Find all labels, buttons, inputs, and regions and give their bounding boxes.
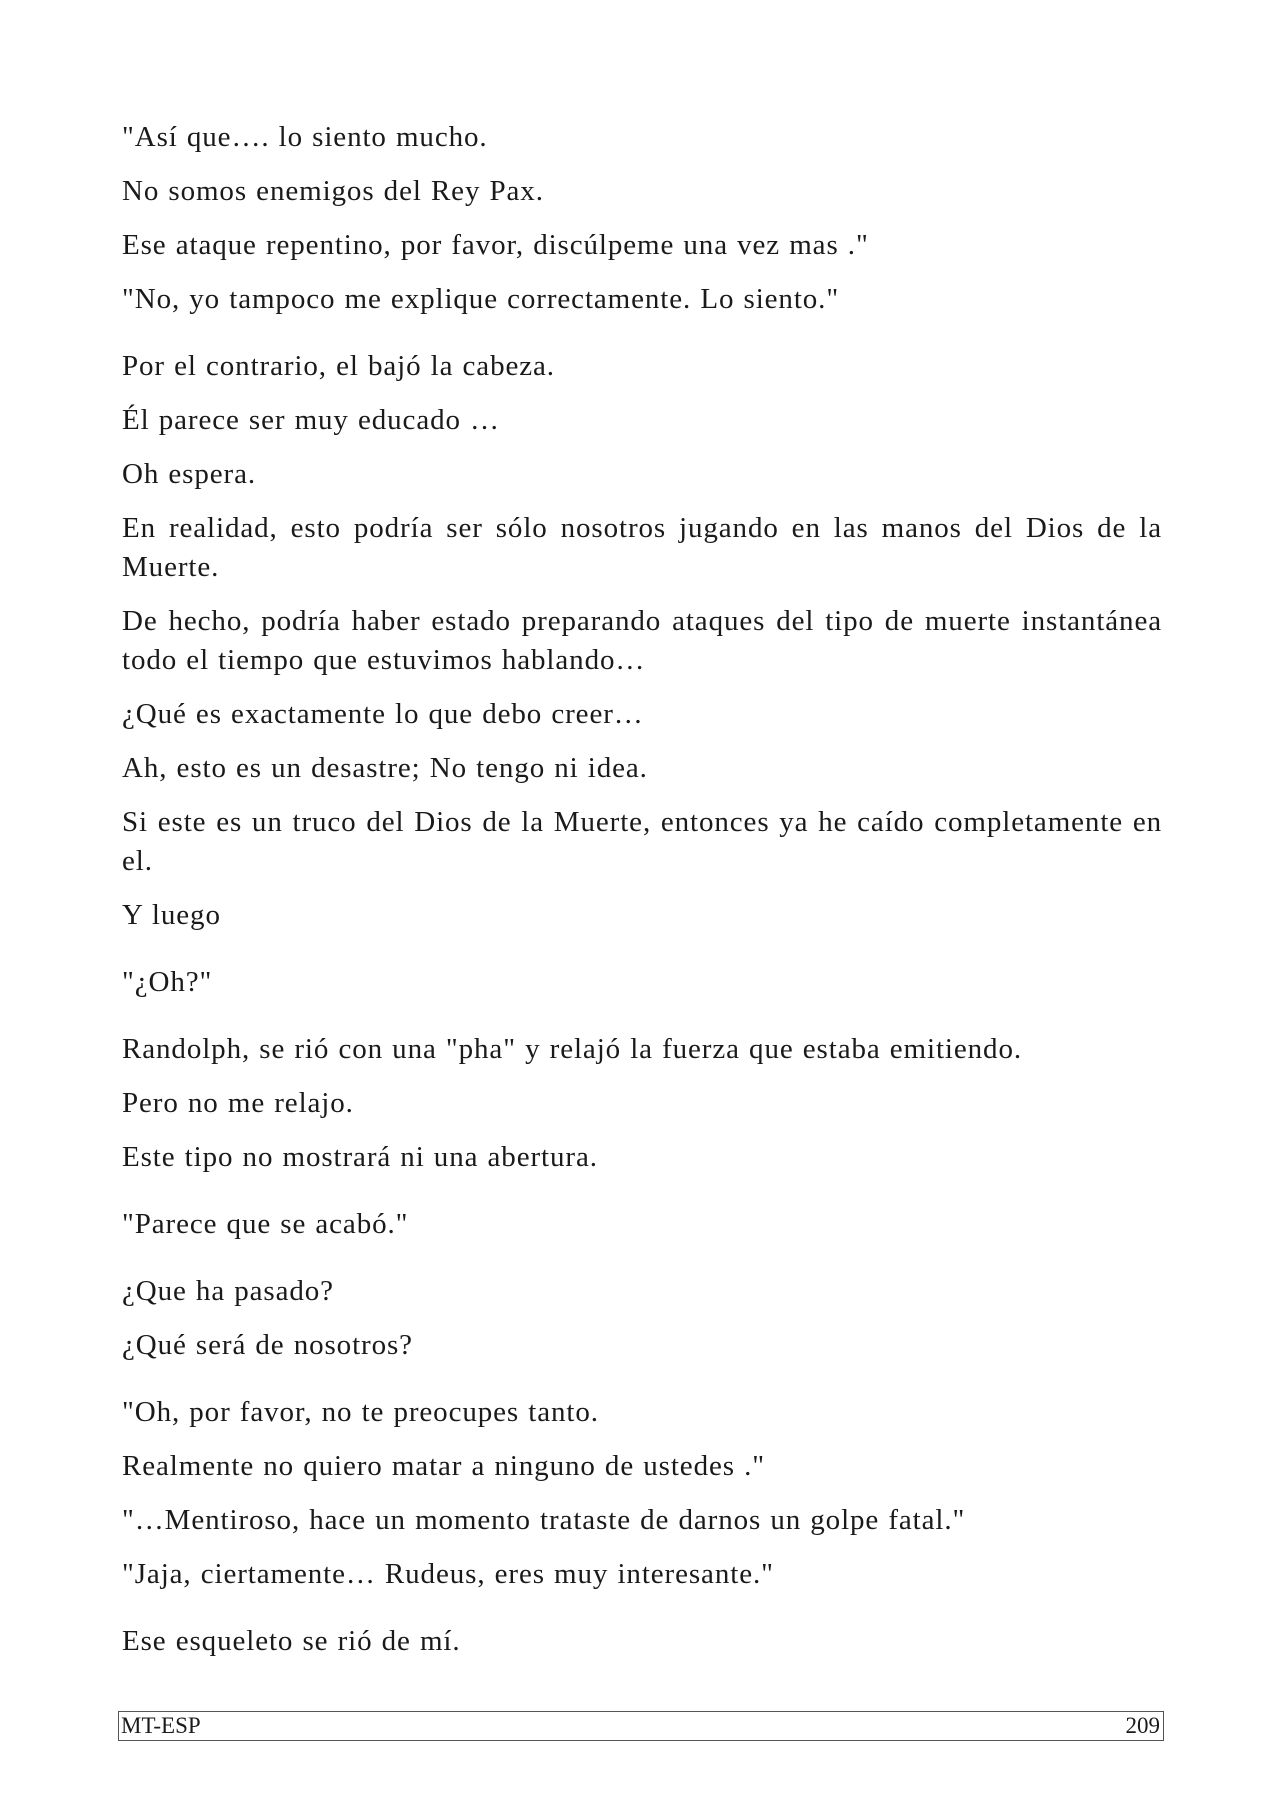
paragraph: De hecho, podría haber estado preparando ataques del tipo de muerte instantánea todo el tiempo que estuvimos hablando… — [122, 605, 1162, 676]
paragraph: "…Mentiroso, hace un momento trataste de darnos un golpe fatal." — [122, 1504, 966, 1536]
footer-label: MT-ESP — [121, 1713, 201, 1738]
page-footer — [118, 1711, 1164, 1741]
paragraph: Ese esqueleto se rió de mí. — [122, 1625, 461, 1657]
paragraph: No somos enemigos del Rey Pax. — [122, 175, 544, 207]
paragraph: Ah, esto es un desastre; No tengo ni idea. — [122, 752, 648, 784]
paragraph: Este tipo no mostrará ni una abertura. — [122, 1141, 598, 1173]
paragraph: Oh espera. — [122, 458, 257, 490]
paragraph: "Así que…. lo siento mucho. — [122, 121, 488, 153]
paragraph: ¿Qué es exactamente lo que debo creer… — [122, 698, 644, 730]
paragraph: Él parece ser muy educado … — [122, 404, 500, 436]
paragraph: "Oh, por favor, no te preocupes tanto. — [122, 1396, 599, 1428]
paragraph: Ese ataque repentino, por favor, discúlpeme una vez mas ." — [122, 229, 869, 261]
paragraph: Y luego — [122, 899, 221, 931]
paragraph: ¿Que ha pasado? — [122, 1275, 334, 1307]
paragraph: Realmente no quiero matar a ninguno de ustedes ." — [122, 1450, 765, 1482]
page-number: 209 — [1125, 1713, 1160, 1738]
paragraph: Pero no me relajo. — [122, 1087, 354, 1119]
paragraph: "¿Oh?" — [122, 966, 213, 998]
paragraph: Randolph, se rió con una "pha" y relajó la fuerza que estaba emitiendo. — [122, 1033, 1023, 1065]
paragraph: "Jaja, ciertamente… Rudeus, eres muy interesante." — [122, 1558, 774, 1590]
text-body — [122, 118, 1162, 1676]
paragraph: "No, yo tampoco me explique correctamente. Lo siento." — [122, 283, 840, 315]
paragraph: Si este es un truco del Dios de la Muerte, entonces ya he caído completamente en el. — [122, 806, 1162, 877]
paragraph: Por el contrario, el bajó la cabeza. — [122, 350, 555, 382]
paragraph: En realidad, esto podría ser sólo nosotros jugando en las manos del Dios de la Muerte. — [122, 512, 1162, 583]
paragraph: ¿Qué será de nosotros? — [122, 1329, 413, 1361]
paragraph: "Parece que se acabó." — [122, 1208, 409, 1240]
